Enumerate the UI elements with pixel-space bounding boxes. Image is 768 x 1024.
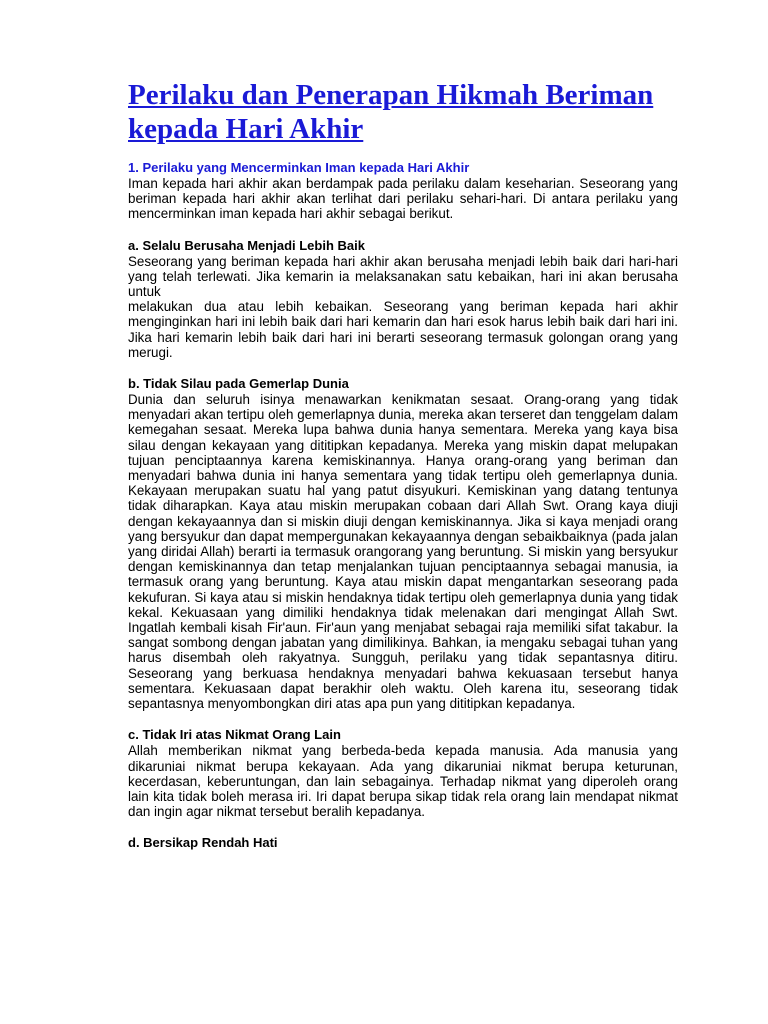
section-a-text-2: melakukan dua atau lebih kebaikan. Seseorang yang beriman kepada hari akhir menginginkan hari ini lebih baik dari hari kemarin dan hari esok harus lebih baik dari hari ini. Jika hari kemarin lebih baik dari hari ini berarti seseorang termasuk golongan orang yang merugi. xyxy=(128,299,678,360)
section-1-heading: 1. Perilaku yang Mencerminkan Iman kepada Hari Akhir xyxy=(128,160,470,175)
section-c-text: Allah memberikan nikmat yang berbeda-beda kepada manusia. Ada manusia yang dikaruniai nikmat berupa kekayaan. Ada yang dikaruniai nikmat berupa keturunan, kecerdasan, keberuntungan, dan lain sebagainya. Terhadap nikmat yang diperoleh orang lain kita tidak boleh merasa iri. Iri dapat berupa sikap tidak rela orang lain mendapat nikmat dan ingin agar nikmat tersebut beralih kepadanya. xyxy=(128,743,678,820)
section-a-heading: a. Selalu Berusaha Menjadi Lebih Baik xyxy=(128,237,365,253)
section-1-text: Iman kepada hari akhir akan berdampak pada perilaku dalam keseharian. Seseorang yang beriman kepada hari akhir akan terlihat dari perilaku sehari-hari. Di antara perilaku yang mencerminkan iman kepada hari akhir sebagai berikut. xyxy=(128,176,678,222)
section-d-heading: d. Bersikap Rendah Hati xyxy=(128,835,278,851)
section-b-text: Dunia dan seluruh isinya menawarkan kenikmatan sesaat. Orang-orang yang tidak menyadari akan tertipu oleh gemerlapnya dunia, mereka akan terseret dan tenggelam dalam kemegahan sesaat. Mereka lupa bahwa dunia hanya sementara. Mereka yang kaya bisa silau dengan kekayaan yang dititipkan kepadanya. Mereka yang miskin dapat melupakan tujuan penciptaannya karena kemiskinannya. Hanya orang-orang yang beriman dan menyadari bahwa dunia ini hanya sementara yang tidak tertipu oleh gemerlapnya dunia. Kekayaan merupakan suatu hal yang patut disyukuri. Kemiskinan yang datang tentunya tidak diharapkan. Kaya atau miskin merupakan cobaan dari Allah Swt. Orang kaya diuji dengan kekayaannya dan si miskin diuji dengan kemiskinannya. Jika si kaya menjadi orang yang bersyukur dan dapat mempergunakan kekayaannya dengan sebaikbaiknya (pada jalan yang diridai Allah) berarti ia termasuk orangorang yang beruntung. Si miskin yang bersyukur dengan kemiskinannya dan tetap menjalankan tujuan penciptaannya sebagai manusia, ia termasuk orang yang beruntung. Kaya atau miskin dapat mengantarkan seseorang pada kekufuran. Si kaya atau si miskin hendaknya tidak tertipu oleh gemerlapnya dunia yang tidak kekal. Kekuasaan yang dimiliki hendaknya tidak melenakan dari mengingat Allah Swt. Ingatlah kembali kisah Fir'aun. Fir'aun yang menjabat sebagai raja memiliki sifat takabur. Ia sangat sombong dengan jabatan yang dimilikinya. Bahkan, ia mengaku sebagai tuhan yang harus disembah oleh rakyatnya. Sungguh, perilaku yang tidak sepantasnya ditiru. Seseorang yang berkuasa hendaknya menyadari bahwa kekuasaan tersebut hanya sementara. Kekuasaan dapat berakhir oleh waktu. Oleh karena itu, seseorang tidak sepantasnya menyombongkan diri atas apa pun yang dititipkan kepadanya. xyxy=(128,392,678,712)
section-a-text-1: Seseorang yang beriman kepada hari akhir akan berusaha menjadi lebih baik dari hari-hari yang telah terlewati. Jika kemarin ia melaksanakan satu kebaikan, hari ini akan berusaha untuk xyxy=(128,253,678,300)
section-c-heading: c. Tidak Iri atas Nikmat Orang Lain xyxy=(128,727,341,743)
section-b-heading: b. Tidak Silau pada Gemerlap Dunia xyxy=(128,376,349,392)
document-title[interactable]: Perilaku dan Penerapan Hikmah Beriman kepada Hari Akhir xyxy=(128,79,654,145)
